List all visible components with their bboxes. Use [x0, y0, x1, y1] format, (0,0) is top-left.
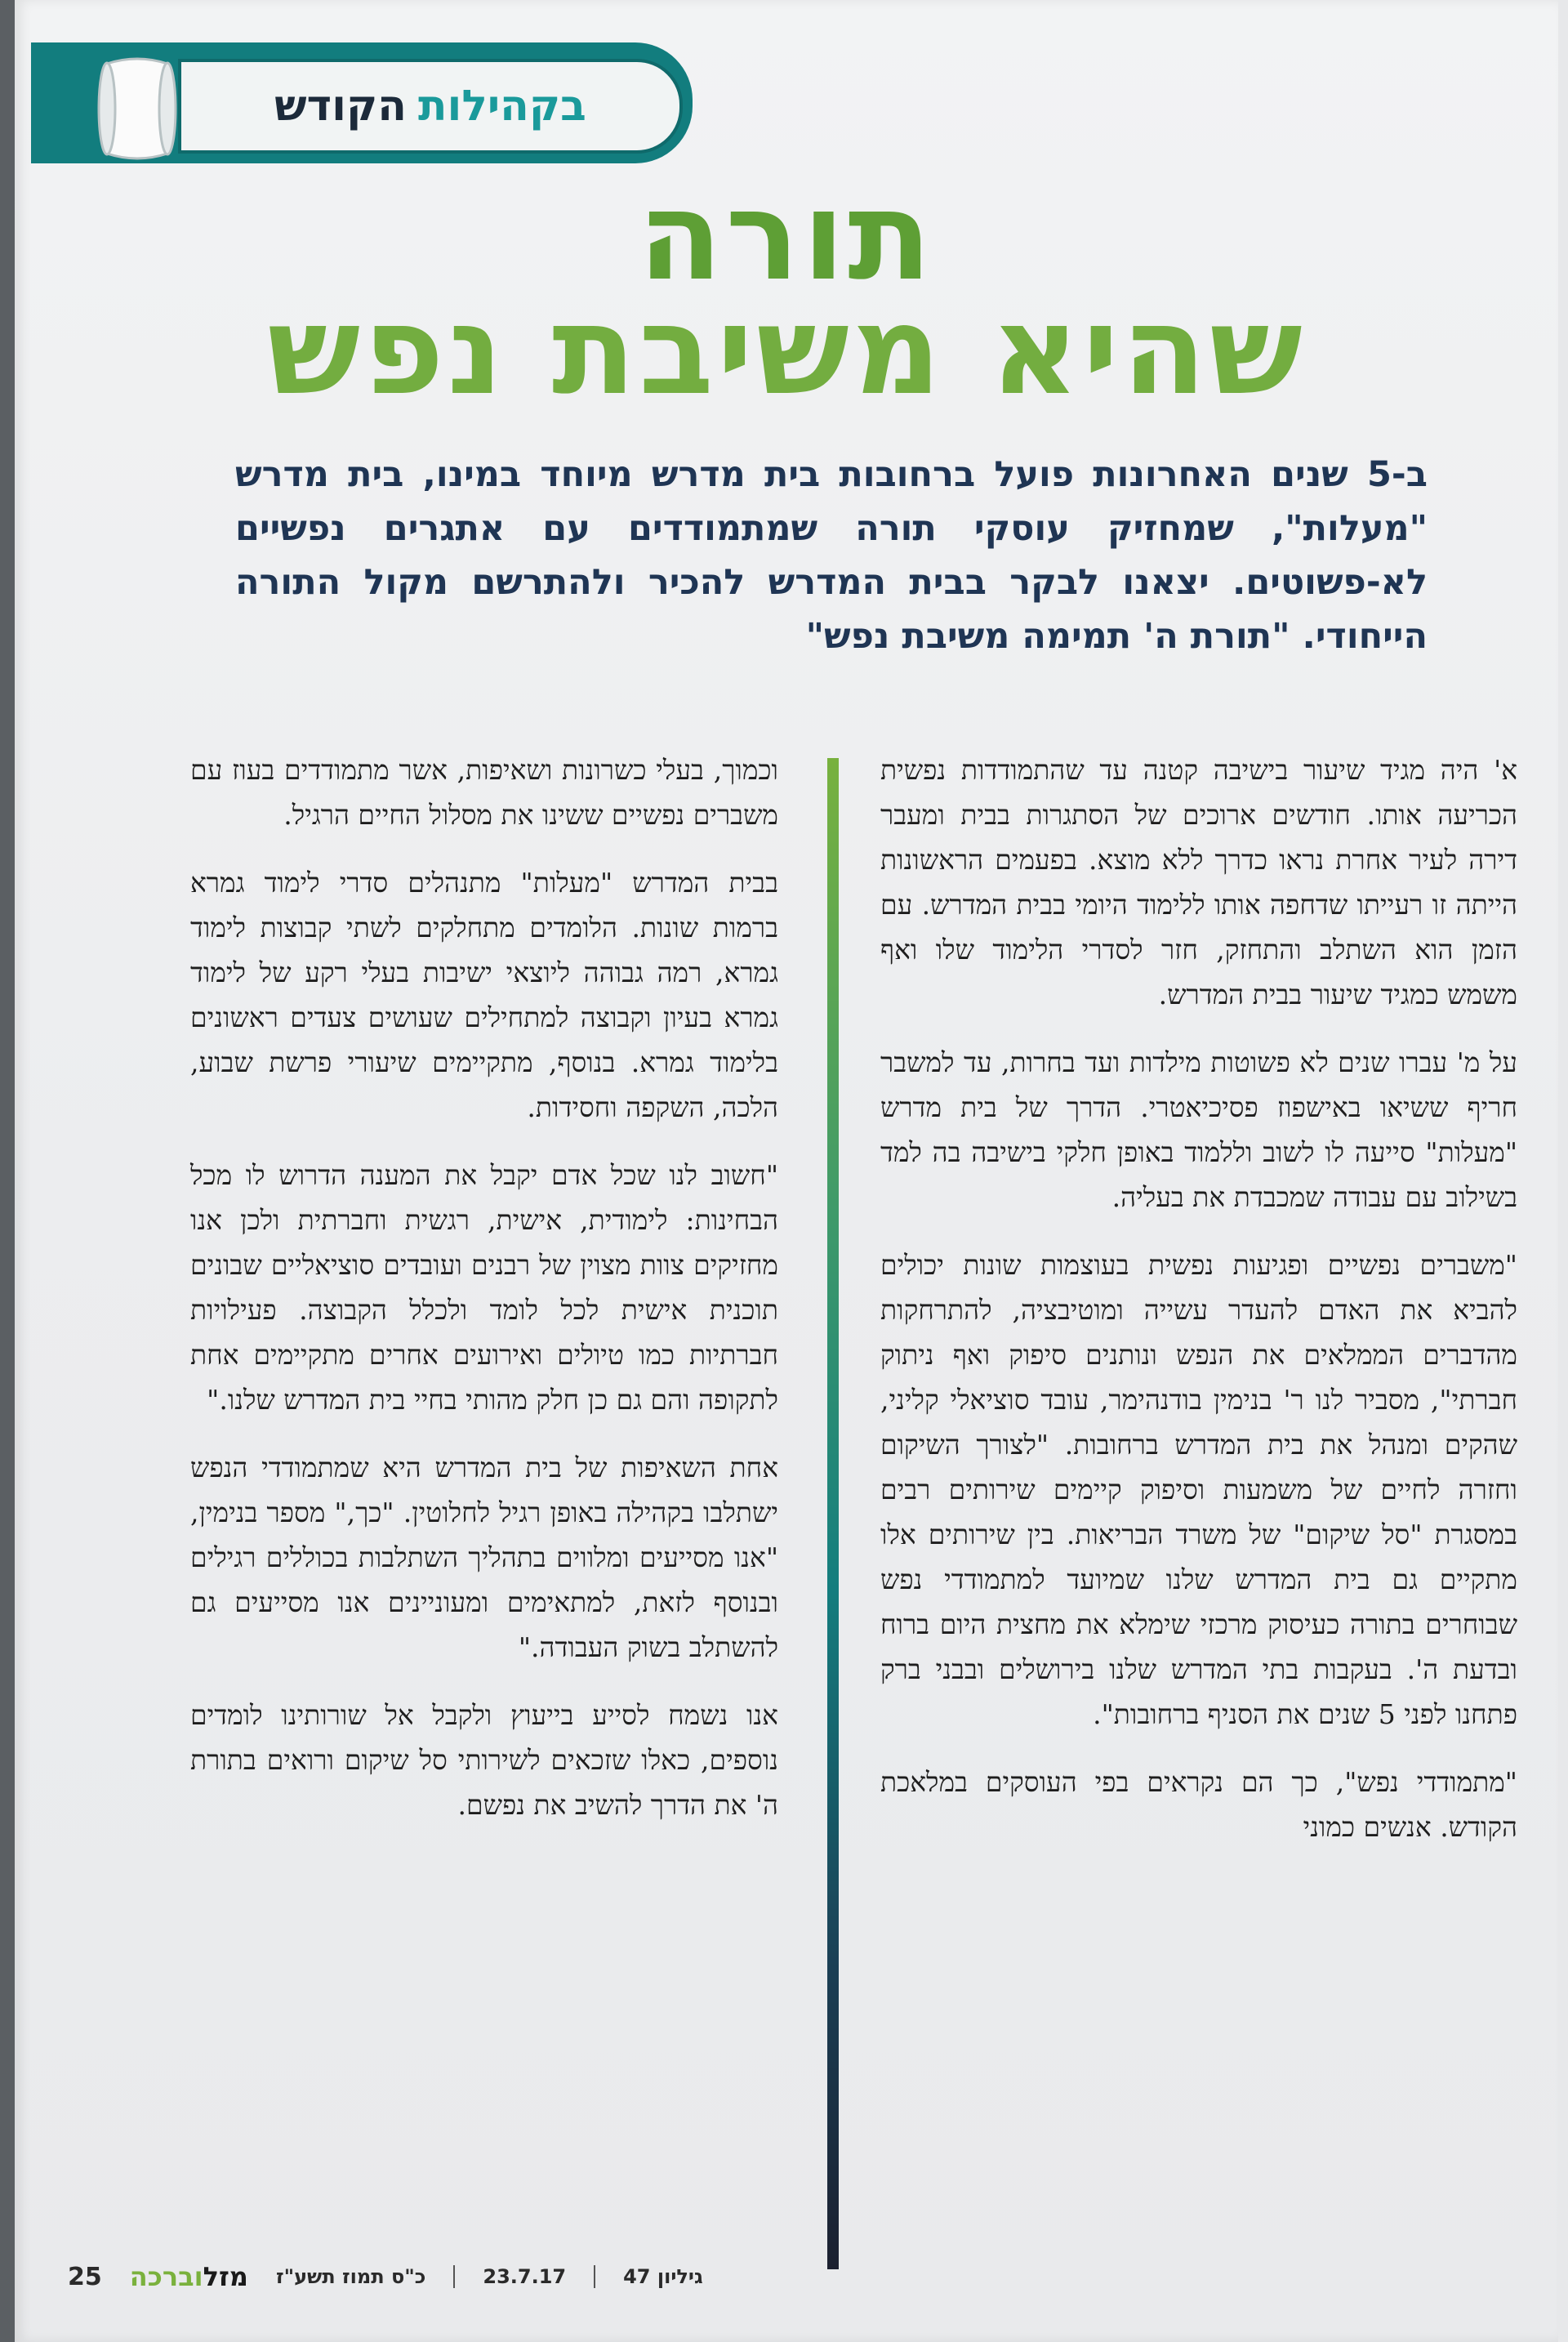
- footer-separator: [453, 2265, 455, 2288]
- paragraph: בבית המדרש "מעלות" מתנהלים סדרי לימוד גמרא ברמות שונות. הלומדים מתחלקים לשתי קבוצות לימוד גמרא, רמה גבוהה ליוצאי ישיבות בעלי רקע של לימוד גמרא בעיון וקבוצה למתחילים שעושים צעדים ראשונים בלימוד גמרא. בנוסף, מתקיימים שיעורי פרשת שבוע, הלכה, השקפה וחסידות.: [190, 867, 778, 1123]
- paragraph: "מתמודדי נפש", כך הם נקראים בפי העוסקים במלאכת הקודש. אנשים כמוני: [880, 1766, 1517, 1843]
- article-column-right: [880, 747, 1517, 1872]
- lead-paragraph: ב-5 שנים האחרונות פועל ברחובות בית מדרש מיוחד במינו, בית מדרש "מעלות", שמחזיק עוסקי תורה שמתמודדים עם אתגרים נפשיים לא-פשוטים. יצאנו לבקר בבית המדרש להכיר ולהתרשם מקול התורה הייחודי. "תורת ה' תמימה משיבת נפש": [235, 454, 1428, 657]
- magazine-brand: [130, 2261, 248, 2292]
- paragraph: "משברים נפשיים ופגיעות נפשית בעוצמות שונות יכולים להביא את האדם להעדר עשייה ומוטיבציה, להתרחקות מהדברים הממלאים את הנפש ונותנים סיפוק ואף ניתוק חברתי", מסביר לנו ר' בנימין בודנהימר, עובד סוציאלי קליני, שהקים ומנהל את בית המדרש ברחובות. "לצורך השיקום וחזרה לחיים של משמעות וסיפוק קיימים שירותים רבים במסגרת "סל שיקום" של משרד הבריאות. בין שירותים אלו מתקיים גם בית המדרש שלנו שמיועד למתמודדי נפש שבוחרים בתורה כעיסוק מרכזי שימלא את מחצית היום ברוח ובדעת ה'. בעקבות בתי המדרש שלנו בירושלים ובבני ברק פתחנו לפני 5 שנים את הסניף ברחובות".: [880, 1249, 1517, 1730]
- magazine-page: [15, 0, 1558, 2342]
- page-footer: [68, 2256, 803, 2297]
- paragraph: "חשוב לנו שכל אדם יקבל את המענה הדרוש לו מכל הבחינות: לימודית, אישית, רגשית וחברתית ולכן אנו מחזיקים צוות מצוין של רבנים ועובדים סוציאליים שבונים תוכנית אישית לכל לומד ולכלל הקבוצה. פעילויות חברתיות כמו טיולים ואירועים אחרים מתקיימים אחת לתקופה והם גם כן חלק מהותי בחיי בית המדרש שלנו.": [190, 1159, 778, 1416]
- footer-separator: [594, 2265, 595, 2288]
- headline-line-2: שהיא משיבת נפש: [267, 280, 1306, 422]
- brand-part-1: מזל: [203, 2261, 248, 2292]
- section-label-main: הקודש: [274, 82, 407, 131]
- paragraph: וכמוך, בעלי כשרונות ושאיפות, אשר מתמודדים בעוז עם משברים נפשיים ששינו את מסלול החיים הרגיל.: [190, 754, 778, 831]
- article-column-left: [190, 747, 778, 1850]
- paragraph: על מ' עברו שנים לא פשוטות מילדות ועד בחרות, עד למשבר חריף ששיאו באישפוז פסיכיאטרי. הדרך של בית מדרש "מעלות" סייעה לו לשוב וללמוד באופן חלקי בישיבה בה למד בשילוב עם עבודה שמכבדת את בעליה.: [880, 1046, 1517, 1213]
- headline-line-1: תורה: [638, 166, 935, 308]
- issue-date: 23.7.17: [483, 2265, 567, 2288]
- hebrew-date: כ"ס תמוז תשע"ז: [275, 2265, 426, 2288]
- issue-number: גיליון 47: [623, 2265, 703, 2288]
- brand-part-2: וברכה: [129, 2261, 203, 2292]
- paragraph: אנו נשמח לסייע בייעוץ ולקבל אל שורותינו לומדים נוספים, כאלו שזכאים לשירותי סל שיקום ורואים בתורת ה' את הדרך להשיב את נפשם.: [190, 1699, 778, 1821]
- scroll-icon: [92, 49, 182, 172]
- column-divider: [827, 758, 839, 2269]
- section-label: [178, 59, 683, 154]
- page-number: 25: [68, 2262, 102, 2291]
- page-edge: [0, 0, 15, 2342]
- paragraph: א' היה מגיד שיעור בישיבה קטנה עד שהתמודדות נפשית הכריעה אותו. חודשים ארוכים של הסתגרות בבית ומעבר דירה לעיר אחרת נראו כדרך ללא מוצא. בפעמים הראשונות הייתה זו רעייתו שדחפה אותו ללימוד היומי בבית המדרש. עם הזמן הוא השתלב והתחזק, חזר לסדרי הלימוד שלו ואף משמש כמגיד שיעור בבית המדרש.: [880, 754, 1517, 1010]
- paragraph: אחת השאיפות של בית המדרש היא שמתמודדי הנפש ישתלבו בקהילה באופן רגיל לחלוטין. "כך," מספר בנימין, "אנו מסייעים ומלווים בתהליך השתלבות בכוללים רגילים ובנוסף לזאת, למתאימים ומעוניינים אנו מסייעים גם להשתלב בשוק העבודה.": [190, 1452, 778, 1663]
- section-label-accent: בקהילות: [418, 82, 586, 131]
